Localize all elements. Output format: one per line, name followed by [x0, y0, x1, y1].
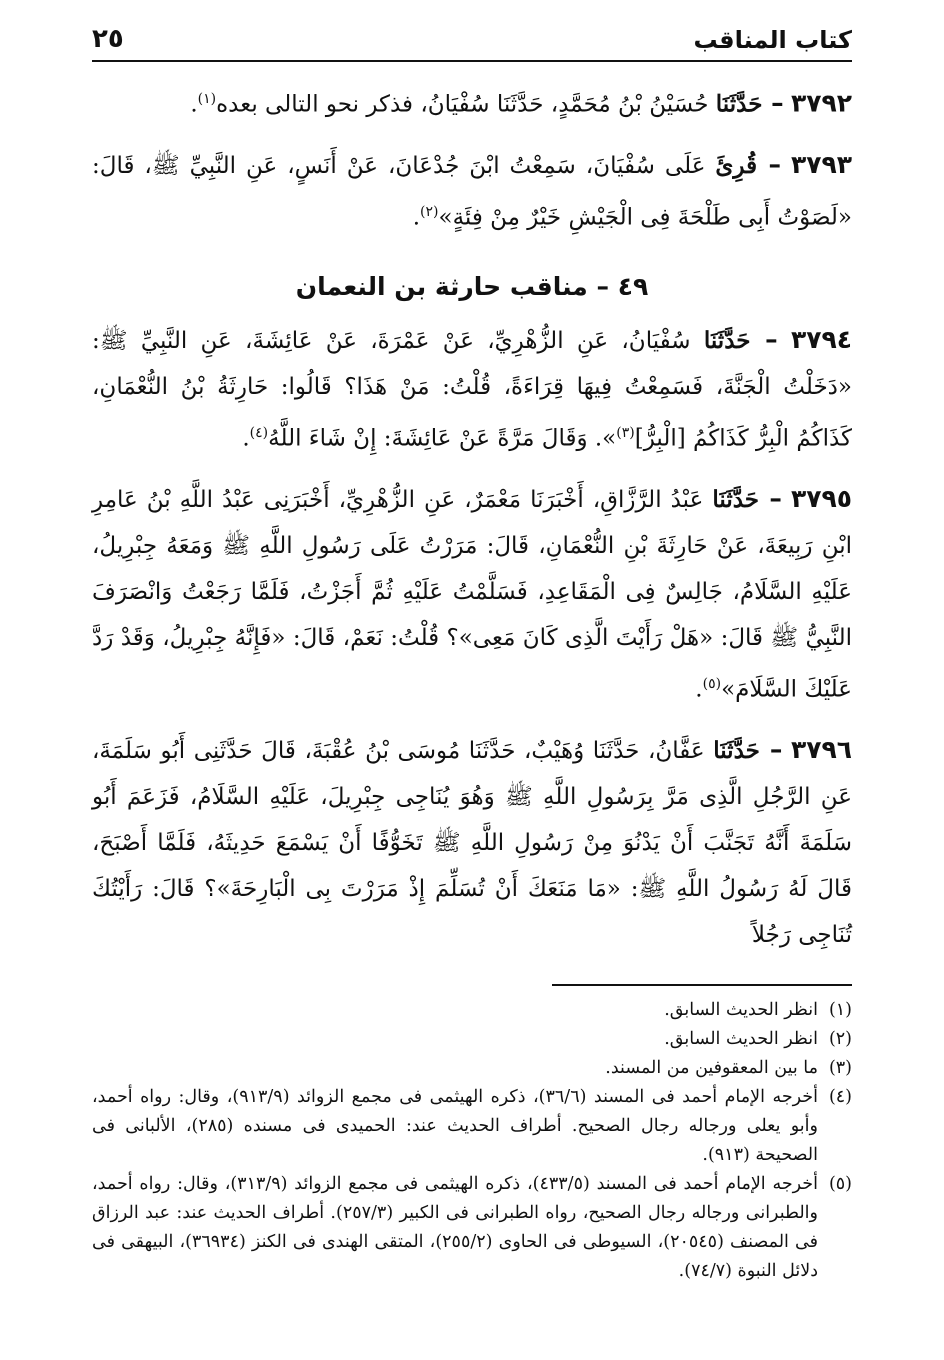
footnotes	[92, 996, 852, 1286]
hadith-number: ٣٧٩٥	[790, 483, 853, 513]
footnote	[92, 996, 852, 1025]
hadith-text: سُفْيَانُ، عَنِ الزُّهْرِيِّ، عَنْ عَمْرَةَ، عَنْ عَائِشَةَ، عَنِ النَّبِيِّ ﷺ: «دَخَلْتُ الْجَنَّةَ، فَسَمِعْتُ فِيهَا قِرَاءَةً، قُلْتُ: مَنْ هَذَا؟ قَالُوا: حَارِثَةُ بْنُ النُّعْمَانِ، كَذَاكُمُ الْبِرُّ كَذَاكُمُ [الْبِرُّ]	[92, 328, 852, 452]
hadith-number: ٣٧٩٣	[790, 149, 853, 179]
hadith-intro: قُرِئَ	[715, 151, 758, 179]
footnote-divider	[552, 984, 852, 986]
hadith-3796: ٣٧٩٦ – حَدَّثَنَا عَفَّانُ، حَدَّثَنَا وُهَيْبٌ، حَدَّثَنَا مُوسَى بْنُ عُقْبَةَ، قَالَ حَدَّثَنِى أَبُو سَلَمَةَ، عَنِ الرَّجُلِ الَّذِى مَرَّ بِرَسُولِ اللَّهِ ﷺ وَهُوَ يُنَاجِى جِبْرِيلَ، عَلَيْهِ السَّلَامُ، فَزَعَمَ أَبُو سَلَمَةَ أَنَّهُ تَجَنَّبَ أَنْ يَدْنُوَ مِنْ رَسُولِ اللَّهِ ﷺ تَخَوُّفًا أَنْ يَسْمَعَ حَدِيثَهُ، فَلَمَّا أَصْبَحَ، قَالَ لَهُ رَسُولُ اللَّهِ ﷺ: «مَا مَنَعَكَ أَنْ تُسَلِّمَ إِذْ مَرَرْتَ بِى الْبَارِحَةَ»؟ قَالَ: رَأَيْتُكَ تُنَاجِى رَجُلاً	[92, 734, 852, 948]
hadith-intro: حَدَّثَنَا	[713, 736, 760, 764]
footnote-text: انظر الحديث السابق.	[664, 1028, 818, 1049]
hadith-text: عَفَّانُ، حَدَّثَنَا وُهَيْبٌ، حَدَّثَنَا مُوسَى بْنُ عُقْبَةَ، قَالَ حَدَّثَنِى أَبُو سَلَمَةَ، عَنِ الرَّجُلِ الَّذِى مَرَّ بِرَسُولِ اللَّهِ ﷺ وَهُوَ يُنَاجِى جِبْرِيلَ، عَلَيْهِ السَّلَامُ، فَزَعَمَ أَبُو سَلَمَةَ أَنَّهُ تَجَنَّبَ أَنْ يَدْنُوَ مِنْ رَسُولِ اللَّهِ ﷺ تَخَوُّفًا أَنْ يَسْمَعَ حَدِيثَهُ، فَلَمَّا أَصْبَحَ، قَالَ لَهُ رَسُولُ اللَّهِ ﷺ: «مَا مَنَعَكَ أَنْ تُسَلِّمَ إِذْ مَرَرْتَ بِى الْبَارِحَةَ»؟ قَالَ: رَأَيْتُكَ تُنَاجِى رَجُلاً	[92, 737, 852, 948]
footnote-ref: (٢)	[420, 203, 439, 220]
footnote-number: (٥)	[828, 1173, 852, 1194]
hadith-text: عَلَى سُفْيَانَ، سَمِعْتُ ابْنَ جُدْعَانَ، عَنْ أَنَسٍ، عَنِ النَّبِيِّ ﷺ، قَالَ: «لَصَوْتُ أَبِى طَلْحَةَ فِى الْجَيْشِ خَيْرٌ مِنْ فِئَةٍ»	[92, 152, 852, 231]
footnote-number: (٣)	[828, 1057, 852, 1078]
hadith-intro: حَدَّثَنَا	[712, 485, 760, 513]
footnote-ref: (١)	[197, 91, 217, 107]
hadith-3793: ٣٧٩٣ – قُرِئَ عَلَى سُفْيَانَ، سَمِعْتُ ابْنَ جُدْعَانَ، عَنْ أَنَسٍ، عَنِ النَّبِيِّ ﷺ، قَالَ: «لَصَوْتُ أَبِى طَلْحَةَ فِى الْجَيْشِ خَيْرٌ مِنْ فِئَةٍ»$^{(٢)}$.	[92, 149, 853, 231]
hadith-number: ٣٧٩٦	[790, 734, 852, 764]
hadith-number: ٣٧٩٤	[790, 325, 853, 355]
hadith-3794: ٣٧٩٤ – حَدَّثَنَا سُفْيَانُ، عَنِ الزُّهْرِيِّ، عَنْ عَمْرَةَ، عَنْ عَائِشَةَ، عَنِ النَّبِيِّ ﷺ: «دَخَلْتُ الْجَنَّةَ، فَسَمِعْتُ فِيهَا قِرَاءَةً، قُلْتُ: مَنْ هَذَا؟ قَالُوا: حَارِثَةُ بْنُ النُّعْمَانِ، كَذَاكُمُ الْبِرُّ كَذَاكُمُ [الْبِرُّ]$^{(٣)}$». وَقَالَ مَرَّةً عَنْ عَائِشَةَ: إِنْ شَاءَ اللَّهُ$^{(٤)}$.	[92, 325, 853, 452]
footnote-number: (٢)	[828, 1028, 852, 1049]
hadith-3792: ٣٧٩٢ – حَدَّثَنَا حُسَيْنُ بْنُ مُحَمَّدٍ، حَدَّثَنَا سُفْيَانُ، فذكر نحو التالى بعده$^{(١)}$.	[190, 88, 852, 118]
hadith-text-cont: ». وَقَالَ مَرَّةً عَنْ عَائِشَةَ: إِنْ شَاءَ اللَّهُ	[268, 425, 617, 452]
hadith-intro: حَدَّثَنَا	[703, 327, 751, 355]
footnote-ref: (٣)	[616, 425, 635, 442]
hadith-text: عَبْدُ الرَّزَّاقِ، أَخْبَرَنَا مَعْمَرٌ، عَنِ الزُّهْرِيِّ، أَخْبَرَنِى عَبْدُ اللَّهِ بْنُ عَامِرِ ابْنِ رَبِيعَةَ، عَنْ حَارِثَةَ بْنِ النُّعْمَانِ، قَالَ: مَرَرْتُ عَلَى رَسُولِ اللَّهِ ﷺ وَمَعَهُ جِبْرِيلُ، عَلَيْهِ السَّلَامُ، جَالِسٌ فِى الْمَقَاعِدِ، فَسَلَّمْتُ عَلَيْهِ ثُمَّ أَجَزْتُ، فَلَمَّا رَجَعْتُ وَانْصَرَفَ النَّبِيُّ ﷺ قَالَ: «هَلْ رَأَيْتَ الَّذِى كَانَ مَعِى»؟ قُلْتُ: نَعَمْ، قَالَ: «فَإِنَّهُ جِبْرِيلُ، وَقَدْ رَدَّ عَلَيْكَ السَّلَامَ»	[92, 486, 852, 703]
page-header	[92, 14, 852, 62]
footnote	[92, 1054, 852, 1083]
footnote-ref: (٤)	[249, 425, 269, 442]
footnote-ref: (٥)	[702, 675, 722, 692]
hadith-number: ٣٧٩٢	[790, 88, 852, 118]
book-title: كتاب المناقب	[693, 26, 852, 54]
footnote-text: أخرجه الإمام أحمد فى المسند (٣٦/٦)، ذكره الهيثمى فى مجمع الزوائد (٩١٣/٩)، وقال: رواه أحمد، وأبو يعلى ورجاله رجال الصحيح. أطراف الحديث عند: الحميدى فى مسنده (٢٨٥)، الألبانى فى الصحيحة (٩١٣).	[92, 1086, 818, 1165]
footnote-number: (٤)	[828, 1086, 852, 1107]
footnote	[92, 1083, 852, 1170]
footnote-number: (١)	[828, 999, 852, 1020]
footnote-text: انظر الحديث السابق.	[664, 999, 818, 1020]
chapter-title: ٤٩ – مناقب حارثة بن النعمان	[295, 272, 649, 302]
footnote	[92, 1170, 852, 1286]
page-number: ٢٥	[92, 24, 124, 54]
footnote-text: ما بين المعقوفين من المسند.	[605, 1057, 818, 1078]
footnote	[92, 1025, 852, 1054]
hadith-text: حُسَيْنُ بْنُ مُحَمَّدٍ، حَدَّثَنَا سُفْيَانُ، فذكر نحو التالى بعده	[216, 91, 709, 118]
footnote-text: أخرجه الإمام أحمد فى المسند (٤٣٣/٥)، ذكره الهيثمى فى مجمع الزوائد (٣١٣/٩)، وقال: رواه أحمد، والطبرانى ورجاله رجال الصحيح، رواه الطبرانى فى الكبير (٢٥٧/٣). أطراف الحديث عند: عبد الرزاق فى المصنف (٢٠٥٤٥)، السيوطى فى الحاوى (٢٥٥/٢)، المتقى الهندى فى الكنز (٣٦٩٣٤)، البيهقى فى دلائل النبوة (٧٤/٧).	[92, 1173, 818, 1281]
hadith-intro: حَدَّثَنَا	[715, 90, 763, 118]
hadith-3795: ٣٧٩٥ – حَدَّثَنَا عَبْدُ الرَّزَّاقِ، أَخْبَرَنَا مَعْمَرٌ، عَنِ الزُّهْرِيِّ، أَخْبَرَنِى عَبْدُ اللَّهِ بْنُ عَامِرِ ابْنِ رَبِيعَةَ، عَنْ حَارِثَةَ بْنِ النُّعْمَانِ، قَالَ: مَرَرْتُ عَلَى رَسُولِ اللَّهِ ﷺ وَمَعَهُ جِبْرِيلُ، عَلَيْهِ السَّلَامُ، جَالِسٌ فِى الْمَقَاعِدِ، فَسَلَّمْتُ عَلَيْهِ ثُمَّ أَجَزْتُ، فَلَمَّا رَجَعْتُ وَانْصَرَفَ النَّبِيُّ ﷺ قَالَ: «هَلْ رَأَيْتَ الَّذِى كَانَ مَعِى»؟ قُلْتُ: نَعَمْ، قَالَ: «فَإِنَّهُ جِبْرِيلُ، وَقَدْ رَدَّ عَلَيْكَ السَّلَامَ»$^{(٥)}$.	[92, 483, 853, 703]
